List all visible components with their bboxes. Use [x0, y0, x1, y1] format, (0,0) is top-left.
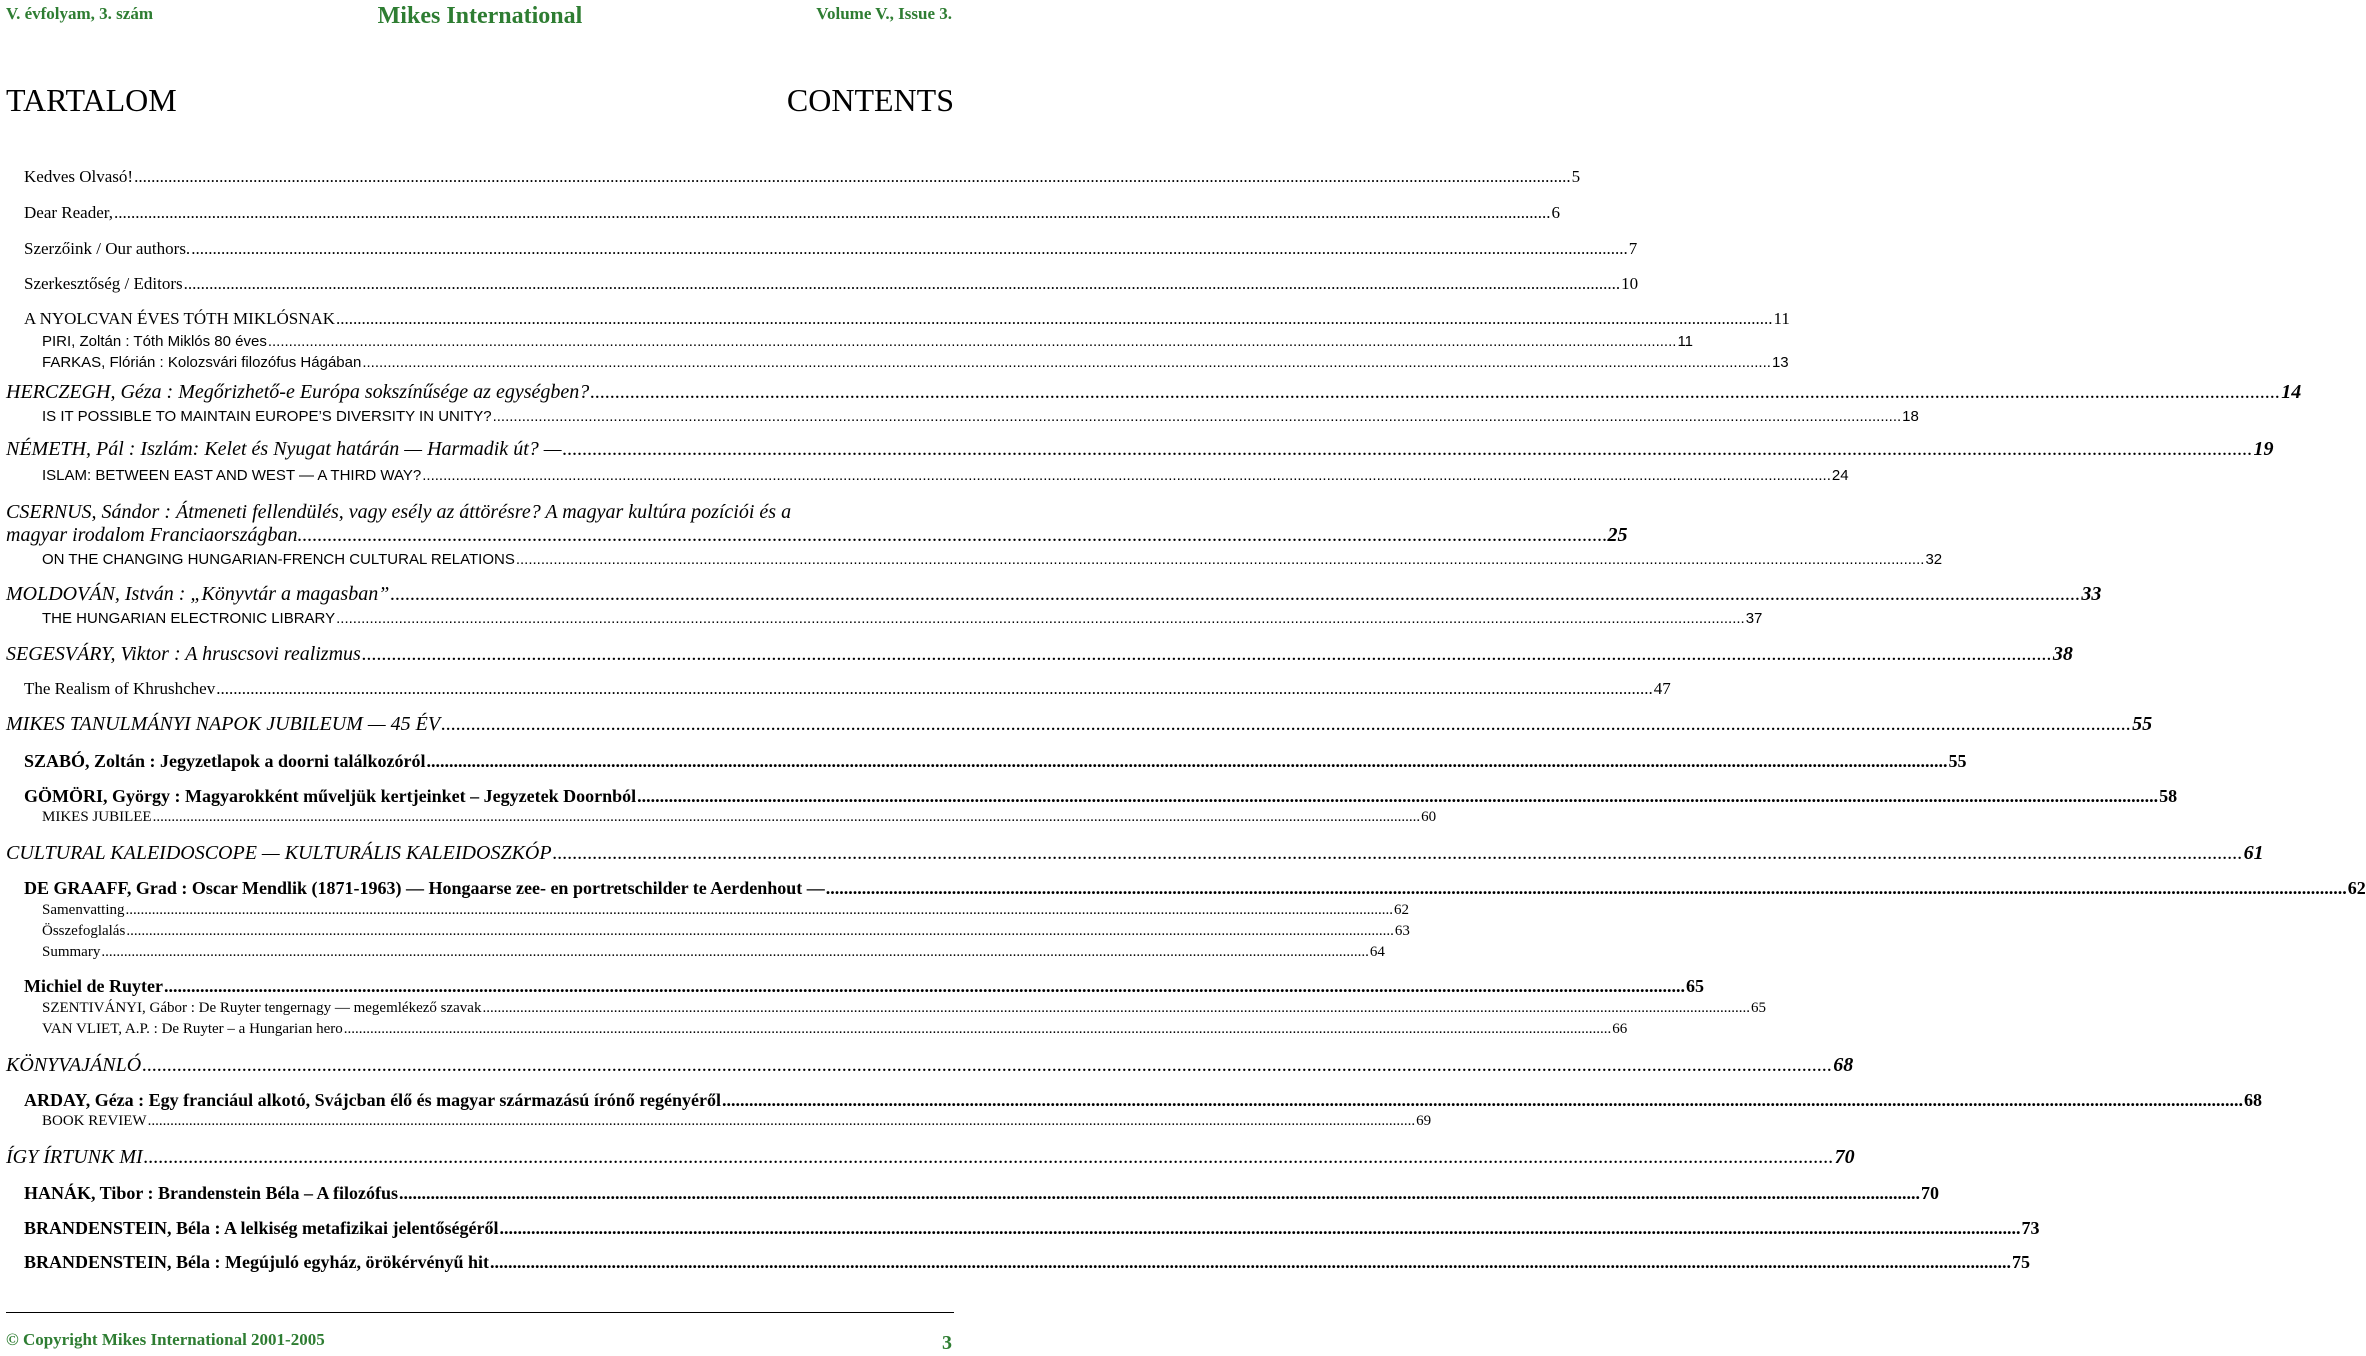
page-number: 3: [942, 1332, 952, 1354]
toc-entry[interactable]: A NYOLCVAN ÉVES TÓTH MIKLÓSNAK ..... 11: [24, 309, 954, 329]
title-tartalom: TARTALOM: [6, 82, 177, 118]
toc-section[interactable]: HERCZEGH, Géza : Megőrizhető-e Európa sokszínűsége az egységben? ..... 14: [6, 381, 954, 404]
toc-subentry[interactable]: ON THE CHANGING HUNGARIAN-FRENCH CULTURAL RELATIONS ..... 32: [42, 551, 954, 568]
running-header: [0, 0, 960, 36]
toc-article[interactable]: BRANDENSTEIN, Béla : Megújuló egyház, örökérvényű hit ..... 75: [24, 1252, 954, 1273]
toc-subentry[interactable]: BOOK REVIEW ..... 69: [42, 1113, 954, 1130]
toc-section[interactable]: SEGESVÁRY, Viktor : A hruscsovi realizmus ..... 38: [6, 643, 954, 666]
toc-page: 25: [1607, 524, 1628, 546]
toc-subentry[interactable]: SZENTIVÁNYI, Gábor : De Ruyter tengernagy — megemlékező szavak ..... 65: [42, 1000, 954, 1017]
toc-subentry[interactable]: THE HUNGARIAN ELECTRONIC LIBRARY ..... 37: [42, 610, 954, 627]
footer-rule: [6, 1312, 954, 1313]
toc-section-line1: CSERNUS, Sándor : Átmeneti fellendülés, vagy esély az áttörésre? A magyar kultúra pozíciói és a: [6, 501, 792, 523]
toc-entry[interactable]: The Realism of Khrushchev ..... 47: [24, 679, 954, 699]
toc-article[interactable]: BRANDENSTEIN, Béla : A lelkiség metafizikai jelentőségéről ..... 73: [24, 1218, 954, 1239]
toc-section[interactable]: CULTURAL KALEIDOSCOPE — KULTURÁLIS KALEIDOSZKÓP ..... 61: [6, 842, 954, 865]
toc-article[interactable]: HANÁK, Tibor : Brandenstein Béla – A filozófus ..... 70: [24, 1183, 954, 1204]
toc-subentry[interactable]: ISLAM: BETWEEN EAST AND WEST — A THIRD WAY? ..... 24: [42, 467, 954, 484]
toc-subentry[interactable]: Samenvatting ..... 62: [42, 902, 954, 919]
title-contents: CONTENTS: [786, 82, 954, 118]
toc-section[interactable]: KÖNYVAJÁNLÓ ..... 68: [6, 1054, 954, 1077]
page-title-row: [0, 82, 960, 128]
header-volume-hu: V. évfolyam, 3. szám: [6, 4, 153, 23]
header-journal-title: Mikes International: [377, 3, 583, 29]
toc-entry[interactable]: Kedves Olvasó! ..... 5: [24, 167, 954, 187]
toc-subentry[interactable]: MIKES JUBILEE ..... 60: [42, 809, 954, 826]
toc-entry[interactable]: Szerkesztőség / Editors ..... 10: [24, 274, 954, 294]
header-volume-en: Volume V., Issue 3.: [816, 4, 952, 23]
toc-article[interactable]: GÖMÖRI, György : Magyarokként műveljük kertjeinket – Jegyzetek Doornból ..... 58: [24, 786, 954, 807]
toc-subentry[interactable]: VAN VLIET, A.P. : De Ruyter – a Hungarian hero ..... 66: [42, 1021, 954, 1038]
toc-article[interactable]: DE GRAAFF, Grad : Oscar Mendlik (1871-1963) — Hongaarse zee- en portretschilder te Aerdenhout — ..... 62: [24, 878, 954, 899]
toc-entry[interactable]: Dear Reader, ..... 6: [24, 203, 954, 223]
toc-section[interactable]: NÉMETH, Pál : Iszlám: Kelet és Nyugat határán — Harmadik út? — ..... 19: [6, 438, 954, 461]
toc-subentry[interactable]: IS IT POSSIBLE TO MAINTAIN EUROPE’S DIVERSITY IN UNITY? ..... 18: [42, 408, 954, 425]
toc-entry[interactable]: Szerzőink / Our authors. ..... 7: [24, 239, 954, 259]
toc-article[interactable]: ARDAY, Géza : Egy franciául alkotó, Svájcban élő és magyar származású írónő regényéről ..... 68: [24, 1090, 954, 1111]
toc-subentry[interactable]: Összefoglalás ..... 63: [42, 923, 954, 940]
toc-section[interactable]: MOLDOVÁN, István : „Könyvtár a magasban” ..... 33: [6, 583, 954, 606]
toc-article[interactable]: Michiel de Ruyter ..... 65: [24, 976, 954, 997]
toc-section-wrapped[interactable]: [6, 501, 1628, 547]
toc-subentry[interactable]: PIRI, Zoltán : Tóth Miklós 80 éves ..... 11: [42, 333, 954, 350]
toc-article[interactable]: SZABÓ, Zoltán : Jegyzetlapok a doorni találkozóról ..... 55: [24, 751, 954, 772]
copyright-notice: © Copyright Mikes International 2001-2005: [6, 1330, 325, 1349]
toc-section-line2: magyar irodalom Franciaországban: [6, 524, 298, 546]
toc-subentry[interactable]: FARKAS, Flórián : Kolozsvári filozófus Hágában ..... 13: [42, 354, 954, 371]
toc-section[interactable]: ÍGY ÍRTUNK MI ..... 70: [6, 1146, 954, 1169]
toc-section[interactable]: MIKES TANULMÁNYI NAPOK JUBILEUM — 45 ÉV ..... 55: [6, 713, 954, 736]
toc-subentry[interactable]: Summary ..... 64: [42, 944, 954, 961]
